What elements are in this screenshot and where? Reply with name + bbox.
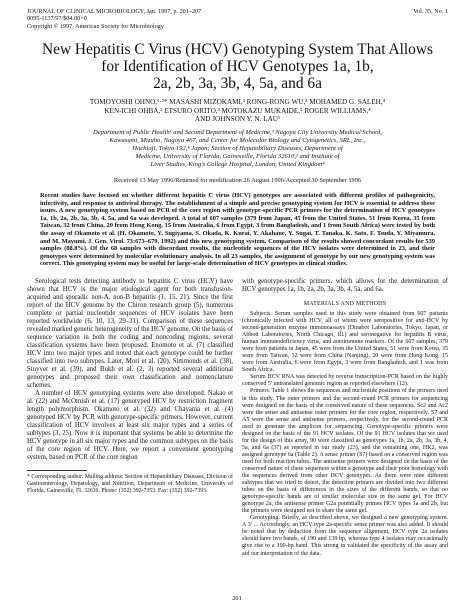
author-line-3: AND JOHNSON Y. N. LAU¹ bbox=[194, 115, 281, 124]
journal-line-3: Copyright © 1997, American Society for Microbiology bbox=[27, 22, 164, 30]
intro-continuation: with genotype-specific primers, which allows for the determination of HCV genotypes 1a, 1b, 2a, 2b, 3a, 3b, 4, 5a, and 6a. bbox=[242, 277, 448, 293]
page-number: 201 bbox=[232, 595, 242, 602]
right-column bbox=[242, 278, 448, 558]
received-dates: Received 13 May 1996/Returned for modification 26 August 1996/Accepted 30 September 1996 bbox=[113, 177, 362, 184]
affiliation-line-4: Medicine, University of Florida, Gainesville, Florida 32610,² and Institute of bbox=[135, 153, 340, 160]
affiliation-line-2: Kawasumi, Mizuho, Nagoya 467, and Center for Molecular Biology and Cytogenetics, SRL, Inc., bbox=[109, 137, 366, 144]
paper-title bbox=[27, 41, 448, 92]
author-list bbox=[27, 98, 448, 124]
author-line-1: TOMOYOSHI OHNO,¹·²* MASASHI MIZOKAMI,³ RONG-RONG WU,³ MOHAMED G. SALEH,⁴ bbox=[89, 98, 386, 107]
journal-line-1: JOURNAL OF CLINICAL MICROBIOLOGY, Jan. 1997, p. 201–207 bbox=[27, 8, 202, 15]
title-line-2: for Identification of HCV Genotypes 1a, 1b, bbox=[101, 58, 374, 76]
footnote-rule bbox=[27, 470, 87, 471]
abstract: Recent studies have focused on whether different hepatitis C virus (HCV) genotypes are associated with different profiles of pathogenicity, infectivity, and response to antiviral therapy. The establishment of a simple and precise genotyping system for HCV is essential to address these issues. A new genotyping system based on PCR of the core region with genotype-specific PCR primers for the determination of HCV genotypes 1a, 1b, 2a, 2b, 3a, 3b, 4, 5a, and 6a was developed. A total of 607 samples (379 from Japan, 45 from the United States, 51 from Korea, 35 from Taiwan, 32 from China, 20 from Hong Kong, 15 from Australia, 6 from Egypt, 3 from Bangladesh, and 1 from South Africa) were tested by both the assay of Okamoto et al. (H. Okamoto, Y. Sugiyama, S. Okada, K. Kurai, Y. Akahane, Y. Sugai, T. Tanaka, K. Sato, F. Tsuda, Y. Miyamura, and M. Mayumi, J. Gen. Virol. 73:673–679, 1992) and this new genotyping system. Comparison of the results showed concordant results for 539 samples (88.8%). Of the 68 samples with discordant results, the nucleotide sequences of the HCV isolates were determined in 23, and their genotypes were determined by molecular evolutionary analysis. In all 23 samples, the assignment of genotype by our new genotyping system was correct. This genotyping system may be useful for large-scale determination of HCV genotypes in clinical studies. bbox=[40, 192, 435, 268]
running-header bbox=[27, 8, 448, 30]
affiliations bbox=[27, 129, 448, 169]
affiliation-line-1: Department of Public Health¹ and Second Department of Medicine,³ Nagoya City University Medical School, bbox=[92, 129, 383, 136]
author-line-2: KEN-ICHI OHBA,³ ETSURO ORITO,³ MOTOKAZU MUKAIDE,⁵ ROGER WILLIAMS,⁴ bbox=[104, 106, 371, 115]
journal-info bbox=[27, 8, 201, 30]
affiliation-line-5: Liver Studies, King's College Hospital, London, United Kingdom⁴ bbox=[150, 161, 325, 168]
methods-paragraph-subjects: Subjects. Serum samples used in this study were obtained from 607 patients (chronically infected with HCV, all of whom were seropositive for anti-HCV by second-generation enzyme immunoassays (Dinabot Laboratories, Tokyo, Japan, or Abbott Laboratories, North Chicago, Ill.) and seronegative for hepatitis B virus, human immunodeficiency virus, and autoimmune markers. Of the 607 samples, 379 were from patients in Japan, 45 were from the United States, 51 were from Korea, 35 were from Taiwan, 32 were from China (Nanjing), 20 were from Hong Kong, 15 were from Australia, 6 were from Egypt, 3 were from Bangladesh, and 1 was from South Africa. bbox=[242, 310, 448, 374]
title-line-1: New Hepatitis C Virus (HCV) Genotyping System That Allows bbox=[42, 41, 433, 59]
intro-paragraph-2: A number of HCV genotyping systems were also developed. Nakao et al. (22) and McOmish et al. (17) genotyped HCV by restriction fragment length polymorphism. Okamoto et al. (32) and Chayama et al. (4) genotyped HCV by PCR with genotype-specific primers. However, current classification of HCV involves at least six major types and a series of subtypes (3, 25). Now it is important that systems be able to determine the HCV genotype in all six major types and the common subtypes on the basis of the core region of HCV. Here, we report a convenient genotyping system, based on PCR of the core region bbox=[27, 389, 233, 461]
methods-paragraph-primers: Primers. Table 1 shows the sequences and nucleotide positions of the primers used in this study. The outer primers and the second-round PCR primers for sequencing were designed on the basis of the conserved nature of these sequences. Sc2 and Ac2 were the sense and antisense outer primers for the core region, respectively. S7 and A5 were the sense and antisense primers, respectively, for the second-round PCR used to generate the amplicon for sequencing. Genotype-specific primers were designed on the basis of the 91 HCV isolates. Of the 91 HCV isolates that we used for the design of this array, 90 were classified as genotypes 1a, 1b, 2a, 2b, 3a, 3b, 4, 5a, and 6a (37) as reported in our study (23), and the remaining one, HK2, was assigned genotype 6a (Table 2). A sense primer (S7) based on a conserved region was used for both reaction tubes. The antisense primers were designed on the basis of the conserved nature of these sequences within a genotype and their poor homology with the sequences derived from other HCV genotypes. As there were nine different subtypes that we tried to detect, the detection primers are divided into two different tubes on the basis of differences in the sizes of the different bands, so that no genotype-specific bands are of similar molecular size in the same gel. For HCV genotype 2a, the antisense primer G2a potentially primes HCV types 1a and 2b, but the primers were designed not to share the same gel. bbox=[242, 388, 448, 515]
volume-info: Vol. 35, No. 1 bbox=[413, 8, 448, 15]
body-columns bbox=[27, 278, 448, 558]
methods-paragraph-rna: Serum HCV RNA was detected by reverse transcription-PCR based on the highly conserved 5′ untranslated genomic region as reported elsewhere (12). bbox=[242, 374, 448, 388]
journal-line-2: 0095-1137/97/$04.00+0 bbox=[27, 15, 87, 23]
intro-paragraph-1: Serological tests detecting antibody to hepatitis C virus (HCV) have shown that HCV is the major etiological agent for both transfusion-acquired and sporadic non-A, non-B hepatitis (1, 15, 21). Since the first report of the HCV genome by the Chiron research group (5), numerous complete or partial nucleotide sequences of HCV isolates have been reported worldwide (6, 10, 13, 29–31). Comparison of these sequences revealed marked genetic heterogeneity of the HCV genome. On the basis of sequence variation in both the coding and noncoding regions, several classification systems have been proposed. Enomoto et al. (7) classified HCV into two major types and noted that each genotype could be further classified into two subtypes. Later, Mori et al. (20), Simmonds et al. (38), Stuyver et al. (39), and Bukh et al. (2, 3) reported several additional genotypes and proposed their own classification and nomenclature schemes. bbox=[27, 277, 233, 389]
corresponding-author-footnote: * Corresponding author. Mailing address: Section of Hepatobiliary Diseases, Division of Gastroenterology, Hepatology, and Nutrition, Department of Medicine, University of Florida, Gainesville, FL 32610. Phone: (352) 392-7353. Fax: (352) 392-7393. bbox=[27, 473, 233, 494]
left-column bbox=[27, 278, 233, 558]
title-line-3: 2a, 2b, 3a, 3b, 4, 5a, and 6a bbox=[153, 75, 322, 93]
methods-paragraph-genotyping: Genotyping. Briefly, as described above, we designed a new genotyping system. A 3′ ... Accordingly, an HCV type 2a-specific sense primer was also added. It should be noted that by deduction from the sequence alignment, HCV type 2a isolates should have two bands, of 190 and 139 bp, whereas type 4 isolates may occasionally give rise to a 190-bp band. This strong in validated the specificity of the assay and aid our interpretation of the data. bbox=[242, 515, 448, 557]
section-heading-methods: MATERIALS AND METHODS bbox=[303, 300, 387, 307]
affiliation-line-3: Hachioji, Tokyo 192,⁵ Japan; Section of Hepatobiliary Diseases, Department of bbox=[132, 145, 343, 152]
